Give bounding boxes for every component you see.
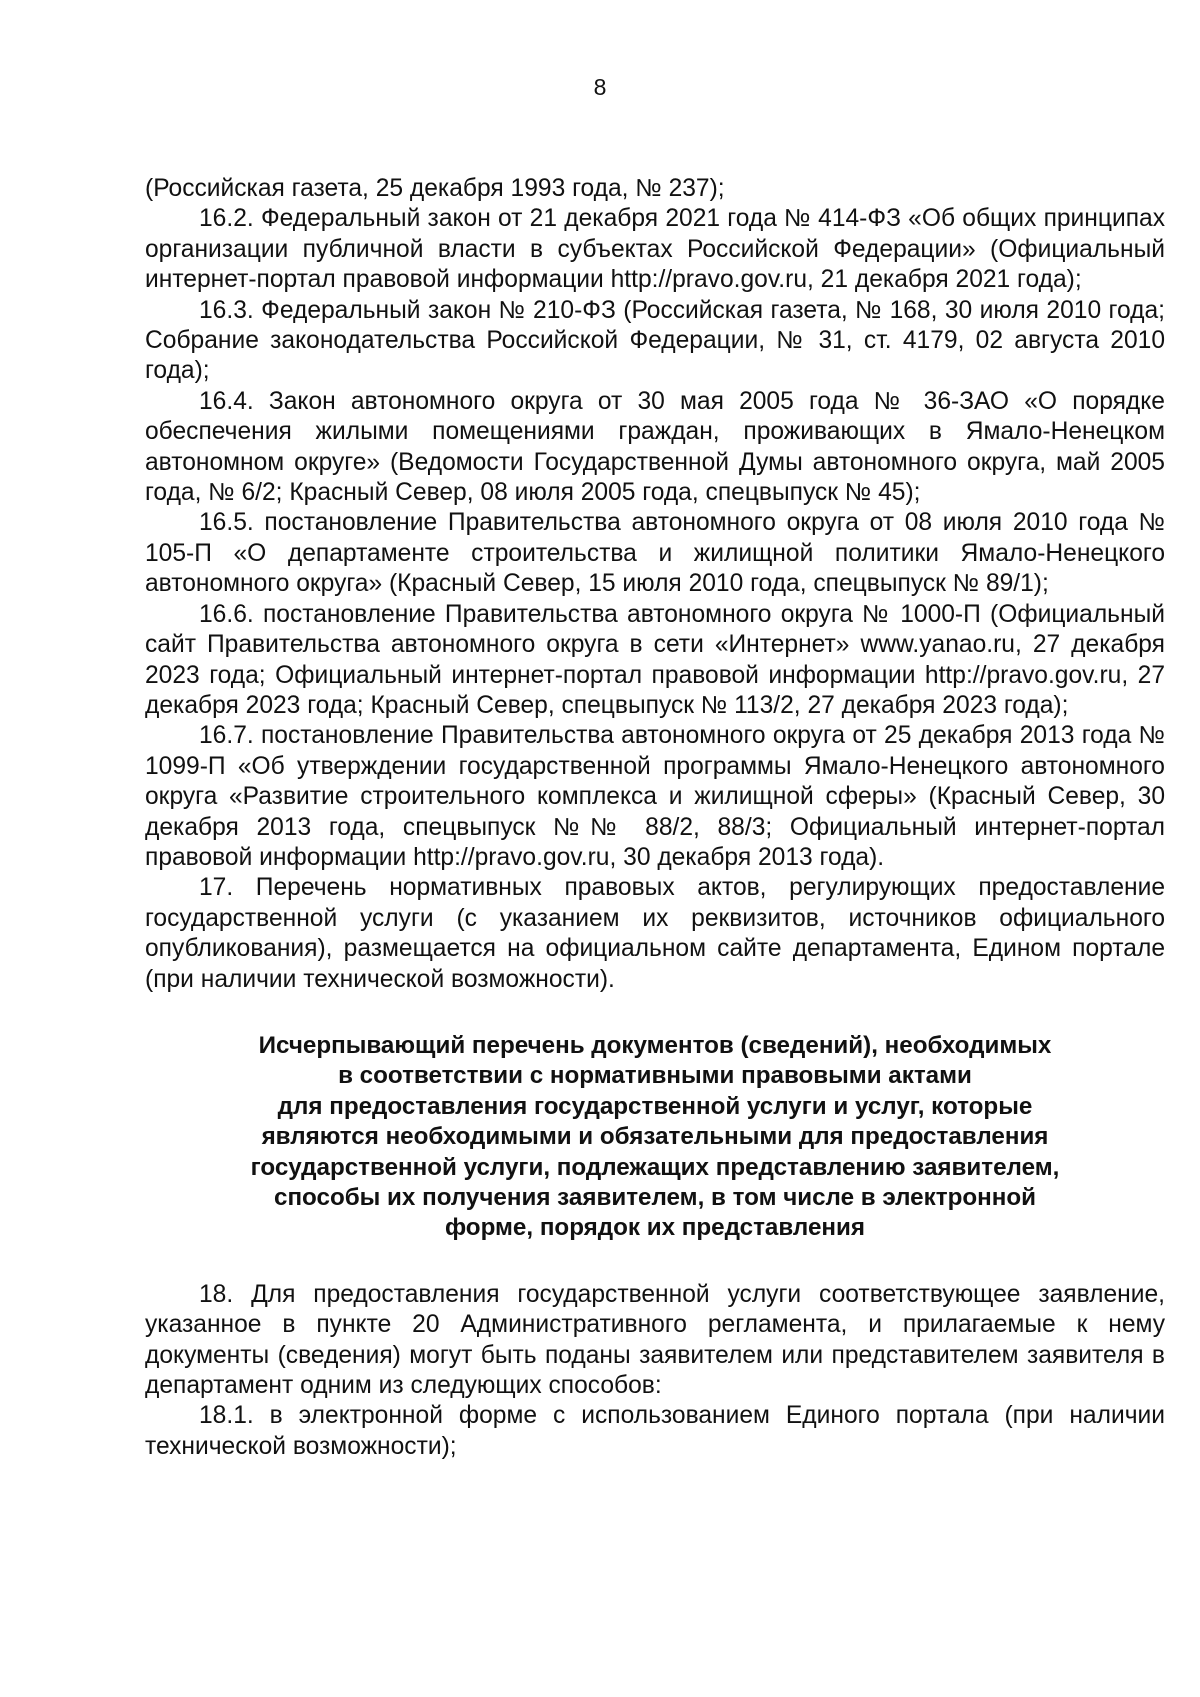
heading-line: государственной услуги, подлежащих представлению заявителем,	[250, 1153, 1060, 1181]
heading-line: Исчерпывающий перечень документов (сведений), необходимых	[258, 1031, 1052, 1059]
paragraph-16-5: 16.5. постановление Правительства автономного округа от 08 июля 2010 года № 105-П «О департаменте строительства и жилищной политики Ямало-Ненецкого автономного округа» (Красный Север, 15 июля 2010 года, спецвыпуск № 89/1);	[145, 509, 1165, 598]
paragraph-17: 17. Перечень нормативных правовых актов, регулирующих предоставление государственной услуги (с указанием их реквизитов, источников официального опубликования), размещается на официальном сайте департамента, Едином портале (при наличии технической возможности).	[145, 874, 1165, 993]
paragraph-16-6: 16.6. постановление Правительства автономного округа № 1000-П (Официальный сайт Правительства автономного округа в сети «Интернет» www.yanao.ru, 27 декабря 2023 года; Официальный интернет-портал правовой информации http://pravo.gov.ru, 27 декабря 2023 года; Красный Север, спецвыпуск № 113/2, 27 декабря 2023 года);	[145, 600, 1165, 719]
heading-line: для предоставления государственной услуги и услуг, которые	[277, 1092, 1033, 1120]
paragraph-16-4: 16.4. Закон автономного округа от 30 мая 2005 года № 36-ЗАО «О порядке обеспечения жилыми помещениями граждан, проживающих в Ямало-Ненецком автономном округе» (Ведомости Государственной Думы автономного округа, май 2005 года, № 6/2; Красный Север, 08 июля 2005 года, спецвыпуск № 45);	[145, 387, 1165, 507]
paragraph-18: 18. Для предоставления государственной услуги соответствующее заявление, указанное в пункте 20 Административного регламента, и прилагаемые к нему документы (сведения) могут быть поданы заявителем или представителем заявителя в департамент одним из следующих способов:	[145, 1280, 1165, 1400]
heading-line: форме, порядок их представления	[444, 1214, 866, 1242]
section-heading	[145, 1031, 1165, 1244]
paragraph-16-7: 16.7. постановление Правительства автономного округа от 25 декабря 2013 года № 1099-П «Об утверждении государственной программы Ямало-Ненецкого автономного округа «Развитие строительного комплекса и жилищной сферы» (Красный Север, 30 декабря 2013 года, спецвыпуск №№ 88/2, 88/3; Официальный интернет-портал правовой информации http://pravo.gov.ru, 30 декабря 2013 года).	[145, 722, 1165, 871]
heading-line: являются необходимыми и обязательными для предоставления	[261, 1123, 1049, 1151]
paragraph-16-2: 16.2. Федеральный закон от 21 декабря 2021 года № 414-ФЗ «Об общих принципах организации публичной власти в субъектах Российской Федерации» (Официальный интернет-портал правовой информации http://pravo.gov.ru, 21 декабря 2021 года);	[145, 205, 1165, 294]
document-body	[145, 174, 1165, 1462]
paragraph-16-3: 16.3. Федеральный закон № 210-ФЗ (Российская газета, № 168, 30 июля 2010 года; Собрание законодательства Российской Федерации, № 31, ст. 4179, 02 августа 2010 года);	[145, 296, 1165, 385]
heading-line: в соответствии с нормативными правовыми актами	[338, 1062, 972, 1090]
paragraph-continuation: (Российская газета, 25 декабря 1993 года, № 237);	[145, 175, 725, 202]
heading-line: способы их получения заявителем, в том числе в электронной	[274, 1184, 1036, 1211]
paragraph-18-1: 18.1. в электронной форме с использованием Единого портала (при наличии технической возможности);	[145, 1402, 1165, 1460]
page-number: 8	[593, 74, 607, 100]
